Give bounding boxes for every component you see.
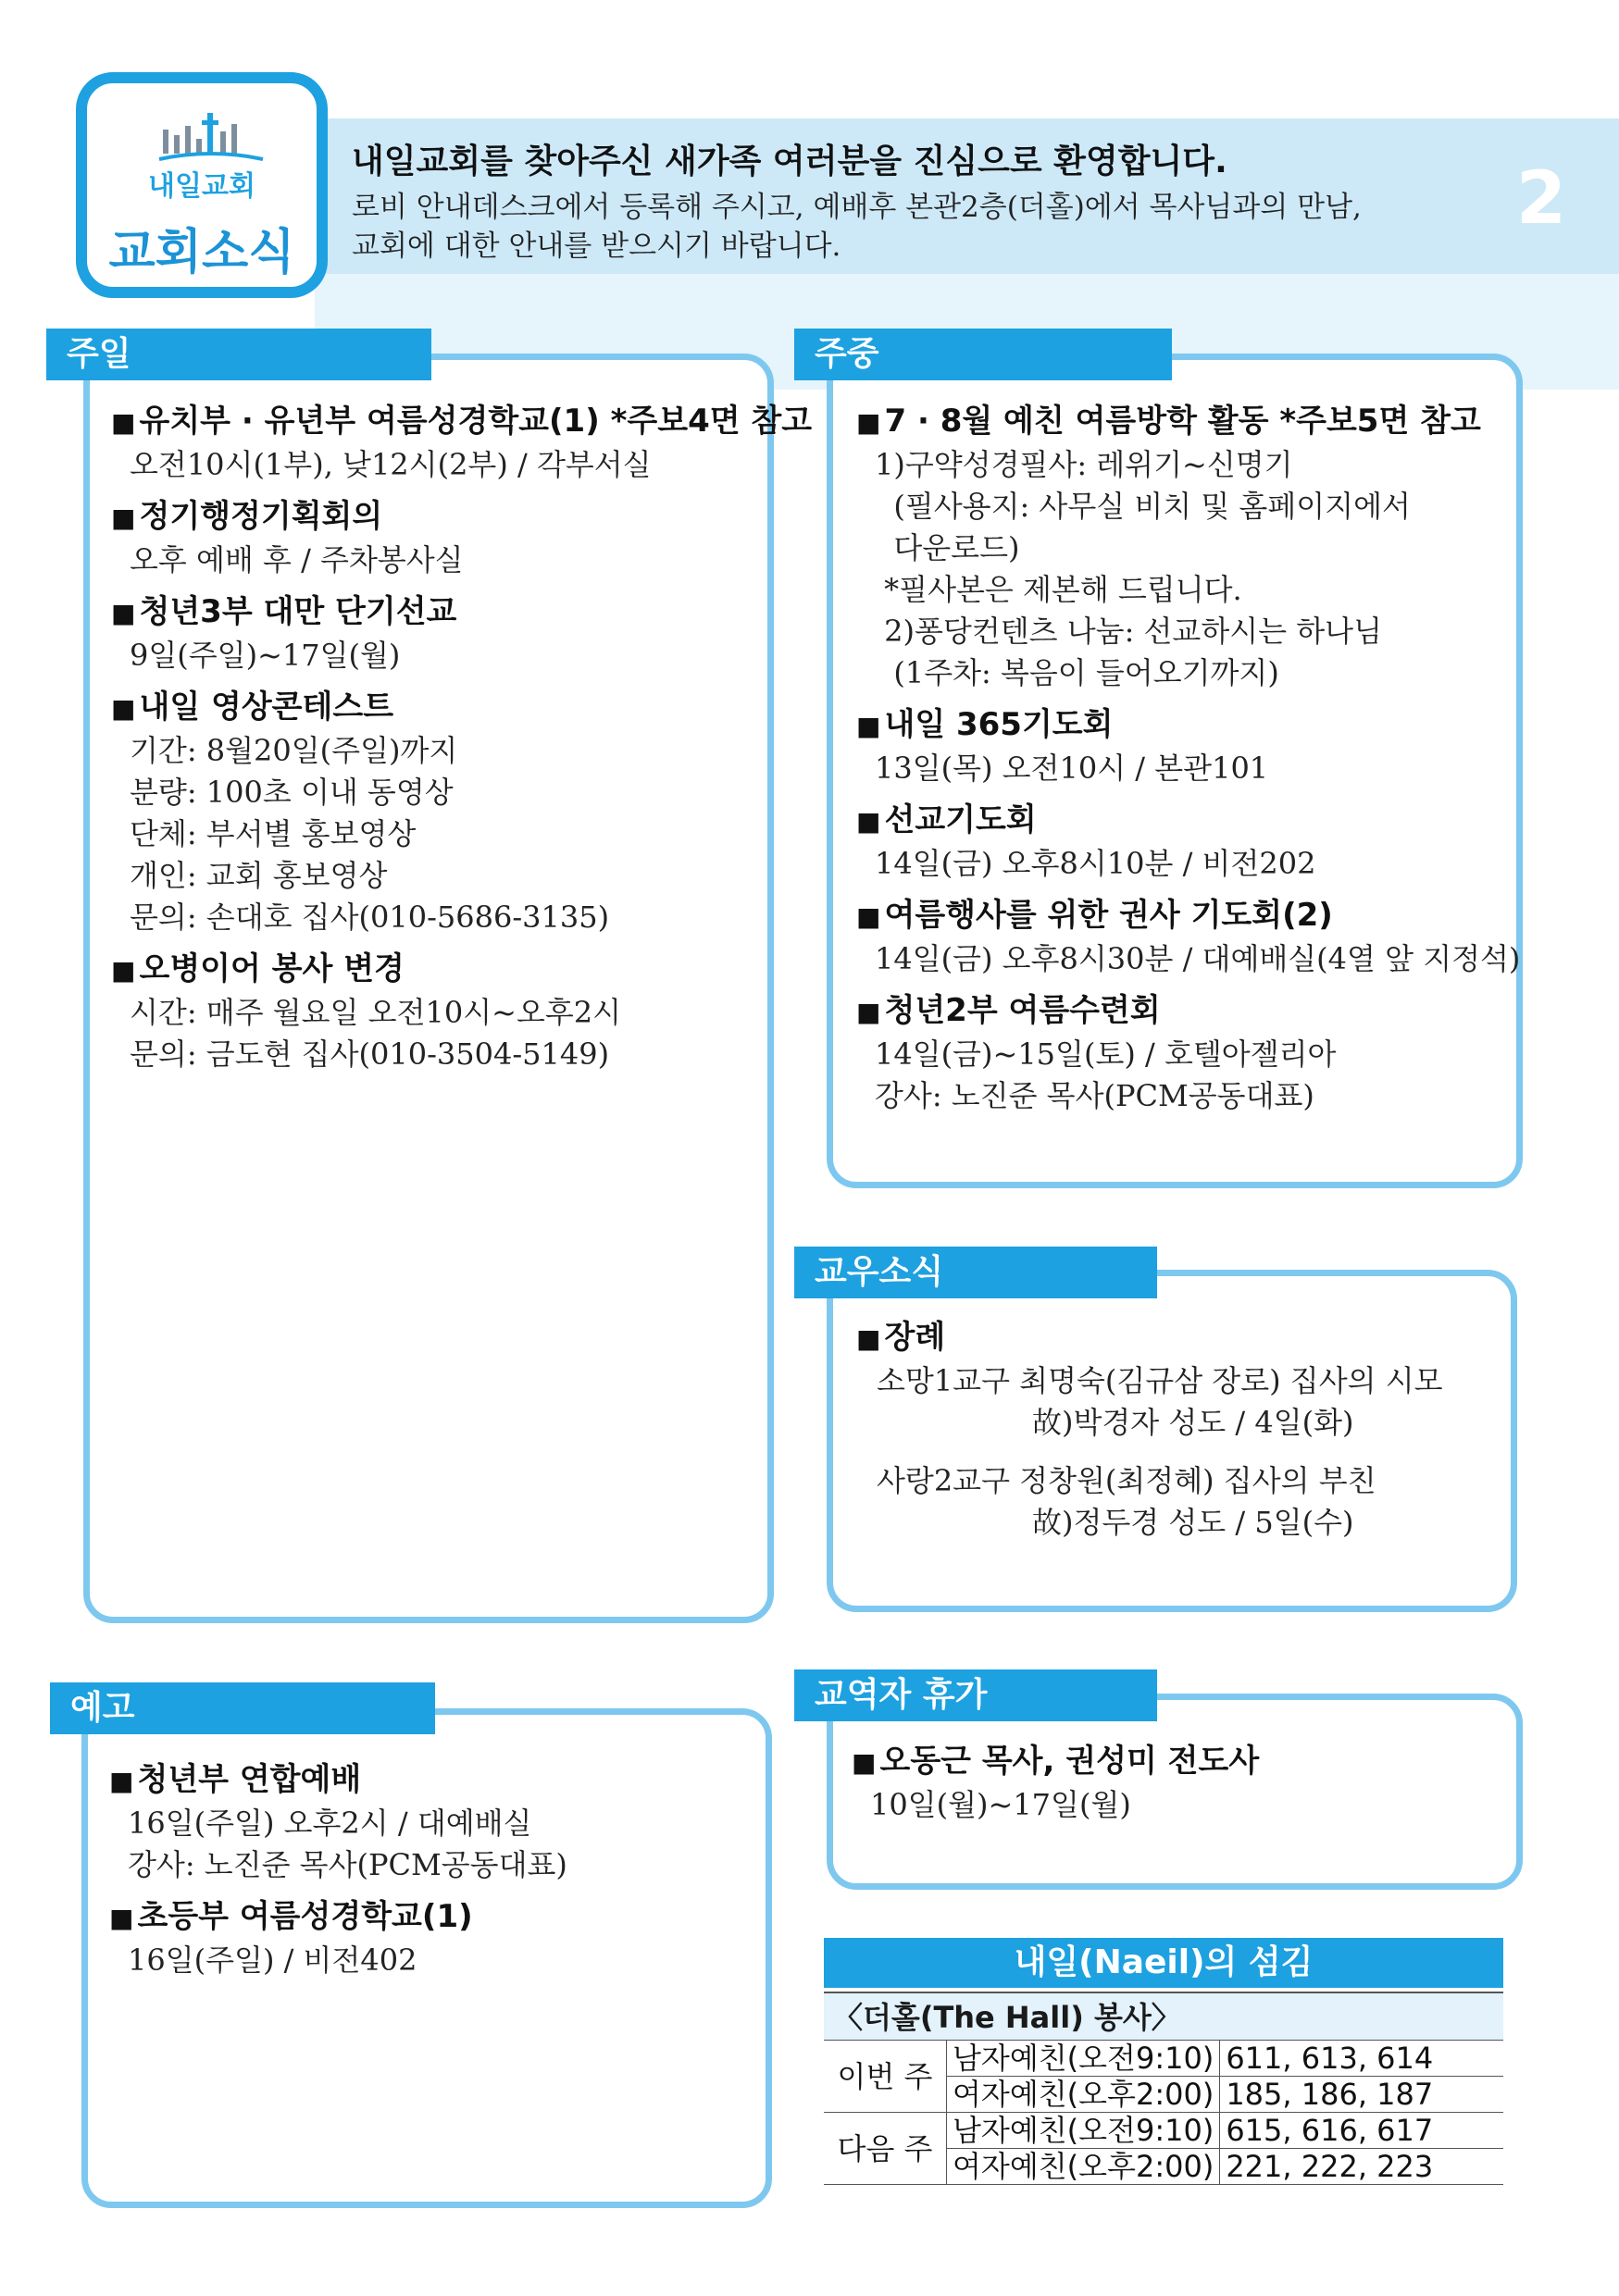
section-title: 교회소식 xyxy=(108,225,295,280)
news-item-line: *필사본은 제본해 드립니다. xyxy=(875,572,1242,607)
news-item xyxy=(111,948,812,1075)
news-item-title xyxy=(111,495,812,540)
news-item-line: 14일(금) 오후8시30분 / 대예배실(4열 앞 지정석) xyxy=(875,941,1521,976)
news-item xyxy=(111,400,812,486)
news-item-title xyxy=(856,894,1520,938)
news-item-line: 16일(주일) 오후2시 / 대예배실 xyxy=(128,1806,532,1841)
members-tag: 교우소식 xyxy=(794,1247,1157,1298)
numbers-cell: 221, 222, 223 xyxy=(1220,2149,1503,2185)
group-cell: 여자예친(오후2:00) xyxy=(947,2149,1220,2185)
bullet-icon: ■ xyxy=(856,407,881,438)
news-item-line: 문의: 손대호 집사(010-5686-3135) xyxy=(130,900,610,935)
bullet-icon: ■ xyxy=(856,711,881,741)
news-item xyxy=(856,703,1520,789)
weekday-tag: 주중 xyxy=(794,329,1172,380)
sunday-tag: 주일 xyxy=(46,329,431,380)
welcome-title: 내일교회를 찾아주신 새가족 여러분을 진심으로 환영합니다. xyxy=(352,143,1227,180)
week-cell: 다음 주 xyxy=(824,2113,947,2185)
group-cell: 남자예친(오전9:10) xyxy=(947,2113,1220,2149)
bullet-icon: ■ xyxy=(111,503,136,533)
news-item-title-text: 내일 영상콘테스트 xyxy=(139,689,394,726)
news-item-title xyxy=(856,989,1520,1034)
news-item-title-text: 여름행사를 위한 권사 기도회(2) xyxy=(884,897,1333,934)
news-item xyxy=(856,400,1520,694)
news-item-title xyxy=(856,703,1520,748)
page-number: 2 xyxy=(1515,157,1567,241)
news-item-line: 기간: 8월20일(주일)까지 xyxy=(130,733,458,768)
news-item-title xyxy=(111,590,812,635)
news-item-line: 16일(주일) / 비전402 xyxy=(128,1942,417,1978)
bullet-icon: ■ xyxy=(111,955,136,986)
news-item-line: 9일(주일)~17일(월) xyxy=(130,638,401,673)
members-title: ■ 장례 xyxy=(856,1319,946,1356)
news-item xyxy=(111,495,812,581)
numbers-cell: 611, 613, 614 xyxy=(1220,2041,1503,2077)
table-row xyxy=(824,2113,1503,2149)
news-item-line: 분량: 100초 이내 동영상 xyxy=(130,775,454,810)
news-item xyxy=(111,590,812,676)
vacation-tag: 교역자 휴가 xyxy=(794,1669,1157,1721)
weekday-content xyxy=(856,400,1520,1126)
news-item-title xyxy=(111,400,812,444)
news-item-line: 2)퐁당컨텐츠 나눔: 선교하시는 하나님 xyxy=(875,614,1382,649)
news-item xyxy=(856,799,1520,885)
news-item-title xyxy=(856,799,1520,843)
bullet-icon: ■ xyxy=(109,1766,134,1796)
news-item-line: 강사: 노진준 목사(PCM공동대표) xyxy=(128,1847,567,1882)
news-item-title-text: 청년2부 여름수련회 xyxy=(884,992,1161,1029)
church-name: 내일교회 xyxy=(148,170,255,203)
bullet-icon: ■ xyxy=(111,598,136,628)
news-item-title xyxy=(856,400,1520,444)
news-item-line: 오전10시(1부), 낮12시(2부) / 각부서실 xyxy=(130,447,652,482)
funeral-line: 소망1교구 최명숙(김규삼 장로) 집사의 시모 xyxy=(877,1363,1443,1398)
notice-tag: 예고 xyxy=(50,1682,435,1734)
news-item-title-text: 청년3부 대만 단기선교 xyxy=(139,593,457,630)
numbers-cell: 615, 616, 617 xyxy=(1220,2113,1503,2149)
news-item-line: 14일(금) 오후8시10분 / 비전202 xyxy=(875,846,1316,881)
bullet-icon: ■ xyxy=(856,997,881,1027)
news-item-line: 14일(금)~15일(토) / 호텔아젤리아 xyxy=(875,1036,1337,1072)
bullet-icon: ■ xyxy=(856,806,881,837)
welcome-line: 교회에 대한 안내를 받으시기 바랍니다. xyxy=(352,230,841,263)
news-item-title-text: 내일 365기도회 xyxy=(884,706,1114,743)
funeral-line: 故)정두경 성도 / 5일(수) xyxy=(1032,1505,1354,1540)
news-item-line: 개인: 교회 홍보영상 xyxy=(130,858,388,893)
news-item-title-text: 오병이어 봉사 변경 xyxy=(139,950,405,987)
service-table xyxy=(824,2040,1503,2185)
table-row xyxy=(824,2041,1503,2077)
news-item-line: 1)구약성경필사: 레위기~신명기 xyxy=(875,447,1293,482)
numbers-cell: 185, 186, 187 xyxy=(1220,2077,1503,2113)
sunday-content xyxy=(111,400,812,1085)
bullet-icon: ■ xyxy=(109,1903,134,1933)
funeral-line: 故)박경자 성도 / 4일(화) xyxy=(1032,1405,1354,1440)
news-item-title xyxy=(109,1758,567,1803)
news-item-title-text: 선교기도회 xyxy=(884,801,1037,838)
news-item-line: 13일(목) 오전10시 / 본관101 xyxy=(875,751,1269,786)
service-subtitle: 〈더홀(The Hall) 봉사〉 xyxy=(824,1992,1503,2040)
news-item-title-text: 유치부 · 유년부 여름성경학교(1) *주보4면 참고 xyxy=(139,403,813,440)
news-item-line: (1주차: 복음이 들어오기까지) xyxy=(875,655,1279,690)
group-cell: 여자예친(오후2:00) xyxy=(947,2077,1220,2113)
church-logo-box xyxy=(76,72,328,298)
week-cell: 이번 주 xyxy=(824,2041,947,2113)
vacation-line: 10일(월)~17일(월) xyxy=(870,1787,1131,1822)
news-item xyxy=(109,1895,567,1981)
news-item xyxy=(109,1758,567,1886)
news-item xyxy=(856,894,1520,980)
members-content xyxy=(856,1316,1443,1544)
service-title: 내일(Naeil)의 섬김 xyxy=(824,1938,1503,1988)
welcome-line: 로비 안내데스크에서 등록해 주시고, 예배후 본관2층(더홀)에서 목사님과의 만남, xyxy=(352,191,1362,224)
notice-content xyxy=(109,1758,567,1991)
news-item-title xyxy=(109,1895,567,1940)
news-item-title xyxy=(111,948,812,992)
news-item xyxy=(856,989,1520,1117)
news-item-title-text: 정기행정기획회의 xyxy=(139,498,383,535)
news-item-line: 문의: 금도현 집사(010-3504-5149) xyxy=(130,1036,610,1072)
vacation-content xyxy=(852,1740,1259,1826)
news-item-title-text: 7 · 8월 예친 여름방학 활동 *주보5면 참고 xyxy=(884,403,1481,440)
group-cell: 남자예친(오전9:10) xyxy=(947,2041,1220,2077)
news-item-line: 시간: 매주 월요일 오전10시~오후2시 xyxy=(130,995,622,1030)
news-item xyxy=(111,686,812,938)
bullet-icon: ■ xyxy=(111,407,136,438)
vacation-title: ■ 오동근 목사, 권성미 전도사 xyxy=(852,1743,1260,1780)
bullet-icon: ■ xyxy=(111,693,136,724)
news-item-line: (필사용지: 사무실 비치 및 홈페이지에서 xyxy=(875,489,1411,524)
news-item-line: 단체: 부서별 홍보영상 xyxy=(130,816,417,851)
news-item-line: 다운로드) xyxy=(875,530,1020,565)
bullet-icon: ■ xyxy=(856,901,881,932)
news-item-title-text: 청년부 연합예배 xyxy=(137,1761,362,1798)
news-item-title xyxy=(111,686,812,730)
news-item-title-text: 초등부 여름성경학교(1) xyxy=(137,1898,473,1935)
funeral-line: 사랑2교구 정창원(최정혜) 집사의 부친 xyxy=(877,1463,1376,1498)
news-item-line: 오후 예배 후 / 주차봉사실 xyxy=(130,542,464,577)
news-item-line: 강사: 노진준 목사(PCM공동대표) xyxy=(875,1078,1314,1113)
